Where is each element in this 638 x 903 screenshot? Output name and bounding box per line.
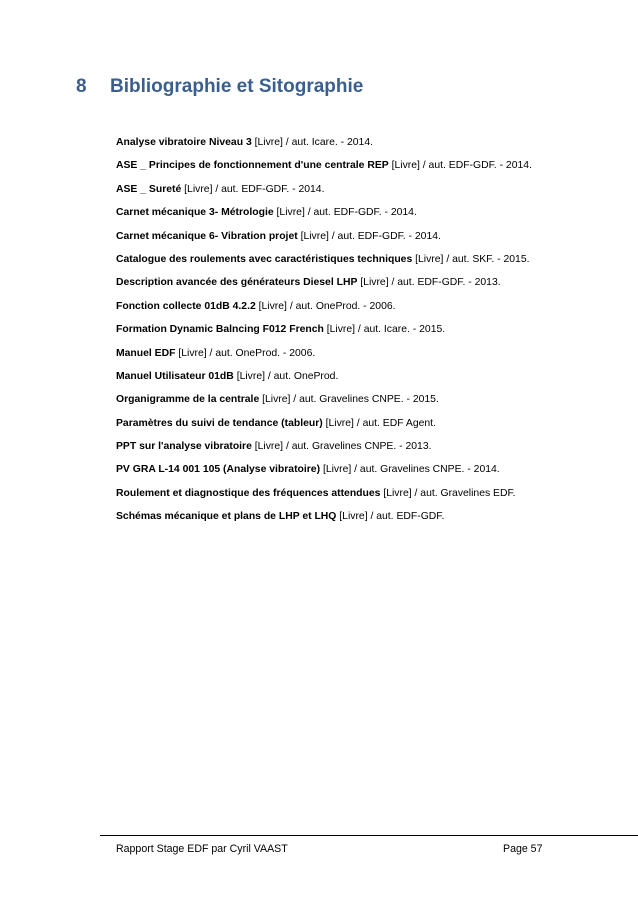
footer-report-title: Rapport Stage EDF par Cyril VAAST: [116, 843, 288, 855]
entry-details: [Livre] / aut. EDF-GDF. - 2014.: [300, 230, 441, 242]
entry-details: [Livre] / aut. EDF Agent.: [325, 417, 436, 429]
bibliography-entry: [116, 439, 616, 462]
entry-title: Fonction collecte 01dB 4.2.2: [116, 300, 256, 312]
entry-details: [Livre] / aut. Icare. - 2015.: [326, 324, 446, 336]
entry-details: [Livre] / aut. EDF-GDF. - 2014.: [391, 160, 532, 172]
entry-details: [Livre] / aut. Gravelines CNPE. - 2013.: [254, 441, 432, 453]
entry-details: [Livre] / aut. EDF-GDF. - 2014.: [276, 207, 417, 219]
entry-details: [Livre] / aut. Gravelines EDF.: [383, 487, 516, 499]
section-heading: [76, 76, 363, 98]
entry-title: ASE _ Principes de fonctionnement d'une centrale REP: [116, 160, 389, 172]
entry-title: PV GRA L-14 001 105 (Analyse vibratoire): [116, 464, 321, 476]
entry-details: [Livre] / aut. Gravelines CNPE. - 2014.: [322, 464, 500, 476]
bibliography-entry: [116, 322, 616, 345]
bibliography-entry: [116, 299, 616, 322]
entry-details: [Livre] / aut. OneProd. - 2006.: [178, 347, 316, 359]
entry-title: Carnet mécanique 3- Métrologie: [116, 207, 274, 219]
bibliography-list: [116, 135, 616, 533]
entry-title: Schémas mécanique et plans de LHP et LHQ: [116, 511, 337, 523]
entry-details: [Livre] / aut. OneProd. - 2006.: [258, 300, 396, 312]
section-title: Bibliographie et Sitographie: [110, 76, 364, 97]
bibliography-entry: [116, 252, 616, 275]
entry-details: [Livre] / aut. EDF-GDF. - 2014.: [184, 183, 325, 195]
entry-title: Manuel Utilisateur 01dB: [116, 370, 234, 382]
entry-title: PPT sur l'analyse vibratoire: [116, 441, 252, 453]
entry-title: Organigramme de la centrale: [116, 394, 260, 406]
bibliography-entry: [116, 486, 616, 509]
entry-details: [Livre] / aut. EDF-GDF. - 2013.: [360, 277, 501, 289]
bibliography-entry: [116, 462, 616, 485]
section-number: 8: [76, 76, 87, 97]
entry-details: [Livre] / aut. SKF. - 2015.: [415, 253, 530, 265]
entry-title: ASE _ Sureté: [116, 183, 182, 195]
entry-title: Catalogue des roulements avec caractéristiques techniques: [116, 253, 413, 265]
entry-title: Carnet mécanique 6- Vibration projet: [116, 230, 298, 242]
entry-title: Description avancée des générateurs Diesel LHP: [116, 277, 358, 289]
bibliography-entry: [116, 346, 616, 369]
bibliography-entry: [116, 392, 616, 415]
entry-title: Analyse vibratoire Niveau 3: [116, 137, 252, 148]
bibliography-entry: [116, 416, 616, 439]
bibliography-entry: [116, 182, 616, 205]
entry-title: Paramètres du suivi de tendance (tableur): [116, 417, 323, 429]
footer-divider: [100, 835, 638, 836]
bibliography-entry: [116, 158, 616, 181]
bibliography-entry: [116, 509, 616, 532]
entry-details: [Livre] / aut. Icare. - 2014.: [254, 137, 374, 148]
entry-details: [Livre] / aut. OneProd.: [236, 370, 339, 382]
footer-page-number: Page 57: [503, 843, 543, 855]
bibliography-entry: [116, 205, 616, 228]
bibliography-entry: [116, 275, 616, 298]
entry-title: Roulement et diagnostique des fréquences attendues: [116, 487, 381, 499]
bibliography-entry: [116, 229, 616, 252]
entry-details: [Livre] / aut. EDF-GDF.: [339, 511, 445, 523]
entry-title: Manuel EDF: [116, 347, 176, 359]
entry-title: Formation Dynamic Balncing F012 French: [116, 324, 324, 336]
bibliography-entry: [116, 369, 616, 392]
bibliography-entry: [116, 135, 616, 158]
entry-details: [Livre] / aut. Gravelines CNPE. - 2015.: [262, 394, 439, 406]
